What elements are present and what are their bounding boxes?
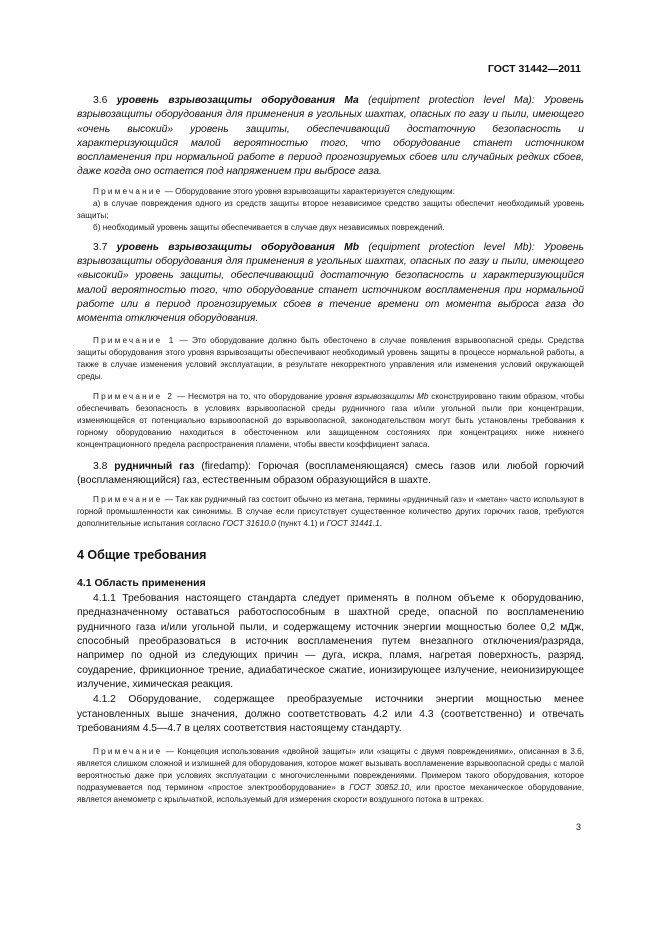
note-3-6-item-a: а) в случае повреждения одного из средств защиты второе независимое средство защиты обеспечит необходимый уровень защиты; xyxy=(77,198,584,220)
term: уровень взрывозащиты оборудования Mb xyxy=(116,241,360,253)
clause-3-7 xyxy=(77,241,584,327)
clause-4-1-2: 4.1.2 Оборудование, содержащее преобразуемые источники энергии мощностью менее установленных выше значения, должно соответствовать 4.2 или 4.3 (соответственно) и отвечать требованиям 4.5—4.7 в целях соответствия настоящему стандарту. xyxy=(77,694,584,734)
note-text: сконструировано таким образом, чтобы обеспечивать безопасность в условиях взрывоопасной среды рудничного газа и/или угольной пыли при концентрации, изменяющейся от потенциально взрывоопасной до взрывоопасной, законодательством могут быть установлены требования к горному оборудованию находиться в обесточенном или защищенном состояниях при концентрациях ниже нижнего концентрационного предела распространения пламени, чтобы ввести коэффициент запаса. xyxy=(77,391,584,449)
clause-4-1-1: 4.1.1 Требования настоящего стандарта следует применять в полном объеме к оборудованию, предназначенному оставаться работоспособным в шахтной среде, опасной по воспламенению рудничного газа и/или угольной пыли, и содержащему источник энергии мощностью более 0,2 мДж, способный преобразоваться в источник воспламенения путем внезапного отключения/разряда, например по одной из следующих причин — дуга, искра, пламя, нагретая поверхность, разряд, соударение, фрикционное трение, адиабатическое сжатие, ионизирующее излучение, неионизирующее излучение, химическая реакция. xyxy=(77,593,584,690)
note-label: Примечание xyxy=(93,495,163,505)
standard-reference: ГОСТ 31441.1 xyxy=(326,519,380,529)
note-text: — Оборудование этого уровня взрывозащиты характеризуется следующим: xyxy=(162,186,455,196)
note-3-6 xyxy=(77,186,584,198)
term-english: (equipment protection level Mb): xyxy=(368,241,535,253)
note-3-8 xyxy=(77,494,584,530)
note-text: . xyxy=(379,519,382,529)
clause-number: 3.6 xyxy=(93,95,108,106)
note-text: (пункт 4.1) и xyxy=(275,519,327,529)
note-italic: уровня взрывозащиты Mb xyxy=(325,391,429,401)
note-text: — Концепция использования «двойной защиты» или «защиты с двумя повреждениями», описанная в 3.6, является слишком сложной и излишней для оборудования, которое может вызывать воспламенение взрывоопасной среды с малой вероятностью даже при условиях эксплуатации с многочисленными повреждениями. Примером такого оборудования, которое подразумевается под термином «простое электрооборудование» в xyxy=(77,747,584,793)
term-english: (firedamp): xyxy=(201,460,252,472)
note-label: Примечание 1 xyxy=(93,335,176,345)
standard-reference: ГОСТ 30852.10 xyxy=(349,783,410,793)
note-text: , или простое механическое оборудование, является анемометр с крыльчаткой, используемый для измерения скорости воздушного потока в штреках. xyxy=(77,783,584,805)
term-definition: Горючая (воспламеняющаяся) смесь газов или любой горючий (воспламеняющийся) газ, естественным образом образующийся в шахте. xyxy=(77,460,584,486)
clause-number: 3.8 xyxy=(93,460,108,472)
standard-reference: ГОСТ 31610.0 xyxy=(222,519,276,529)
note-text: — Так как рудничный газ состоит обычно из метана, термины «рудничный газ» и «метан» часто используют в горной промышленности как синонимы. В случае если присутствует существенное количество других горючих газов, требуются дополнительные испытания согласно xyxy=(77,495,584,529)
doc-code-header: ГОСТ 31442—2011 xyxy=(487,63,581,75)
section-heading-4: 4 Общие требования xyxy=(77,548,207,563)
clause-number: 3.7 xyxy=(93,241,108,253)
clause-3-6 xyxy=(77,94,584,180)
note-label: Примечание xyxy=(93,186,163,196)
term: уровень взрывозащиты оборудования Ma xyxy=(116,95,359,106)
term-definition: Уровень взрывозащиты оборудования для применения в угольных шахтах, опасных по газу и пыли, имеющего «высокий» уровень защиты, обеспечивающий достаточную безопасность и характеризующийся малой вероятностью того, что оборудование станет источником воспламенения при нормальной работе или в период прогнозируемых сбоев в течение времени от момента выброса газа до момента отключения оборудования. xyxy=(77,241,584,325)
term: рудничный газ xyxy=(114,460,195,472)
clause-3-8 xyxy=(77,460,584,489)
note-text: — Это оборудование должно быть обесточено в случае появления взрывоопасной среды. Средства защиты оборудования этого уровня взрывозащиты обеспечивают необходимый уровень защиты в процессе нормальной работы, а также в случае изменения условий эксплуатации, в результате некорректного управления или изменения условий окружающей среды. xyxy=(77,335,584,381)
note-3-6-item-b: б) необходимый уровень защиты обеспечивается в случае двух независимых повреждений. xyxy=(93,222,445,232)
note-label: Примечание xyxy=(93,747,163,757)
term-english: (equipment protection level Ma): xyxy=(368,95,535,106)
note-text: — Несмотря на то, что оборудование xyxy=(174,391,326,401)
note-label: Примечание 2 xyxy=(93,391,175,401)
note-3-7-1 xyxy=(77,335,584,383)
note-4-1 xyxy=(77,746,584,806)
page-number: 3 xyxy=(575,822,581,832)
document-body xyxy=(77,94,584,806)
term-definition: Уровень взрывозащиты оборудования для применения в угольных шахтах, опасных по газу и пыли, имеющего «очень высокий» уровень защиты, обеспечивающий достаточную безопасность и характеризующийся малой вероятностью того, что оборудование станет источником воспламенения при нормальной работе в период прогнозируемых сбоев или случайных редких сбоев, даже когда оно остается под напряжением при выбросе газа. xyxy=(77,95,584,178)
note-3-7-2 xyxy=(77,391,584,451)
section-heading-4-1: 4.1 Область применения xyxy=(77,577,206,590)
